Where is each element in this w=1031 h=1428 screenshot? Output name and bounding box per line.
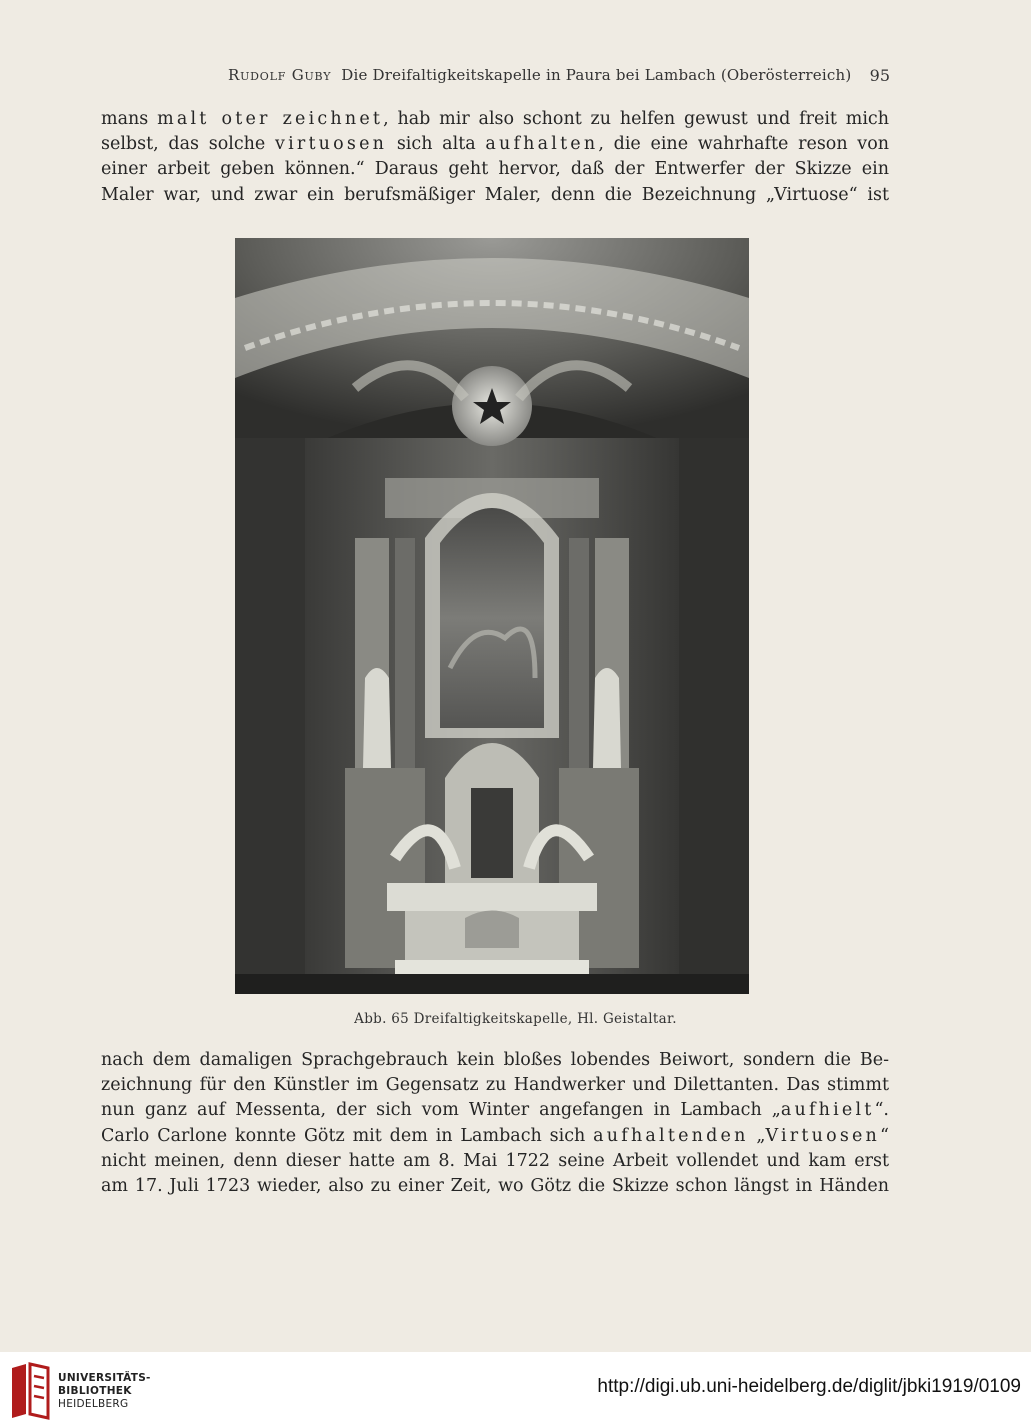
- text-line: [101, 1098, 889, 1123]
- spaced-text: aufhalten: [485, 134, 599, 155]
- paragraph-bottom: [101, 1048, 889, 1199]
- text-run: sich alta: [387, 134, 486, 155]
- text-run: , hab mir also schont zu helfen gewust und freit mich: [383, 109, 890, 129]
- library-name-line: BIBLIOTHEK: [58, 1385, 132, 1397]
- library-logo-icon: [8, 1362, 52, 1420]
- text-run: , die eine wahrhafte reson von: [598, 134, 890, 155]
- spaced-text: aufhielt: [780, 1100, 875, 1121]
- text-run: “.: [874, 1100, 889, 1121]
- library-footer: [0, 1352, 1031, 1428]
- text-run: mans: [101, 109, 158, 129]
- text-line: [101, 107, 889, 132]
- library-name-line: UNIVERSITÄTS-: [58, 1372, 151, 1384]
- library-name: [58, 1372, 151, 1411]
- text-run: „: [748, 1125, 766, 1146]
- spaced-text: aufhaltenden: [593, 1125, 749, 1146]
- header-title: Die Dreifaltigkeitskapelle in Paura bei Lambach (Oberösterreich): [341, 66, 852, 84]
- altar-photograph: [235, 238, 749, 994]
- text-run: selbst, das solche: [101, 134, 275, 155]
- text-run: Carlo Carlone konnte Götz mit dem in Lambach sich: [101, 1125, 594, 1146]
- paragraph-top: [101, 107, 889, 208]
- altar-illustration: [235, 238, 749, 994]
- text-run: “: [880, 1125, 889, 1146]
- spaced-text: virtuosen: [275, 134, 388, 155]
- text-line: einer arbeit geben können.“ Daraus geht hervor, daß der Entwerfer der Skizze ein: [101, 159, 889, 180]
- text-line: [101, 132, 889, 157]
- header-author: Rudolf Guby: [228, 66, 332, 84]
- text-line: nicht meinen, denn dieser hatte am 8. Mai 1722 seine Arbeit vollendet und kam erst: [101, 1150, 889, 1171]
- figure-caption: Abb. 65 Dreifaltigkeitskapelle, Hl. Geistaltar.: [354, 1011, 677, 1027]
- text-line: [101, 1124, 889, 1149]
- page-number: 95: [869, 66, 890, 85]
- running-header: [100, 66, 890, 88]
- text-line: zeichnung für den Künstler im Gegensatz zu Handwerker und Dilettanten. Das stimmt: [101, 1075, 889, 1096]
- text-line: nach dem damaligen Sprachgebrauch kein bloßes lobendes Beiwort, sondern die Be-: [101, 1050, 889, 1070]
- text-run: nun ganz auf Messenta, der sich vom Winter angefangen in Lambach „: [101, 1100, 781, 1121]
- running-title: [228, 66, 851, 84]
- text-line: am 17. Juli 1723 wieder, also zu einer Zeit, wo Götz die Skizze schon längst in Händen: [101, 1176, 889, 1197]
- spaced-text: malt oter zeichnet: [157, 109, 384, 129]
- spaced-text: Virtuosen: [765, 1125, 881, 1146]
- permalink-url[interactable]: http://digi.ub.uni-heidelberg.de/diglit/jbki1919/0109: [597, 1376, 1021, 1397]
- library-name-line: HEIDELBERG: [58, 1398, 129, 1410]
- text-line: Maler war, und zwar ein berufsmäßiger Maler, denn die Bezeichnung „Virtuose“ ist: [101, 184, 889, 205]
